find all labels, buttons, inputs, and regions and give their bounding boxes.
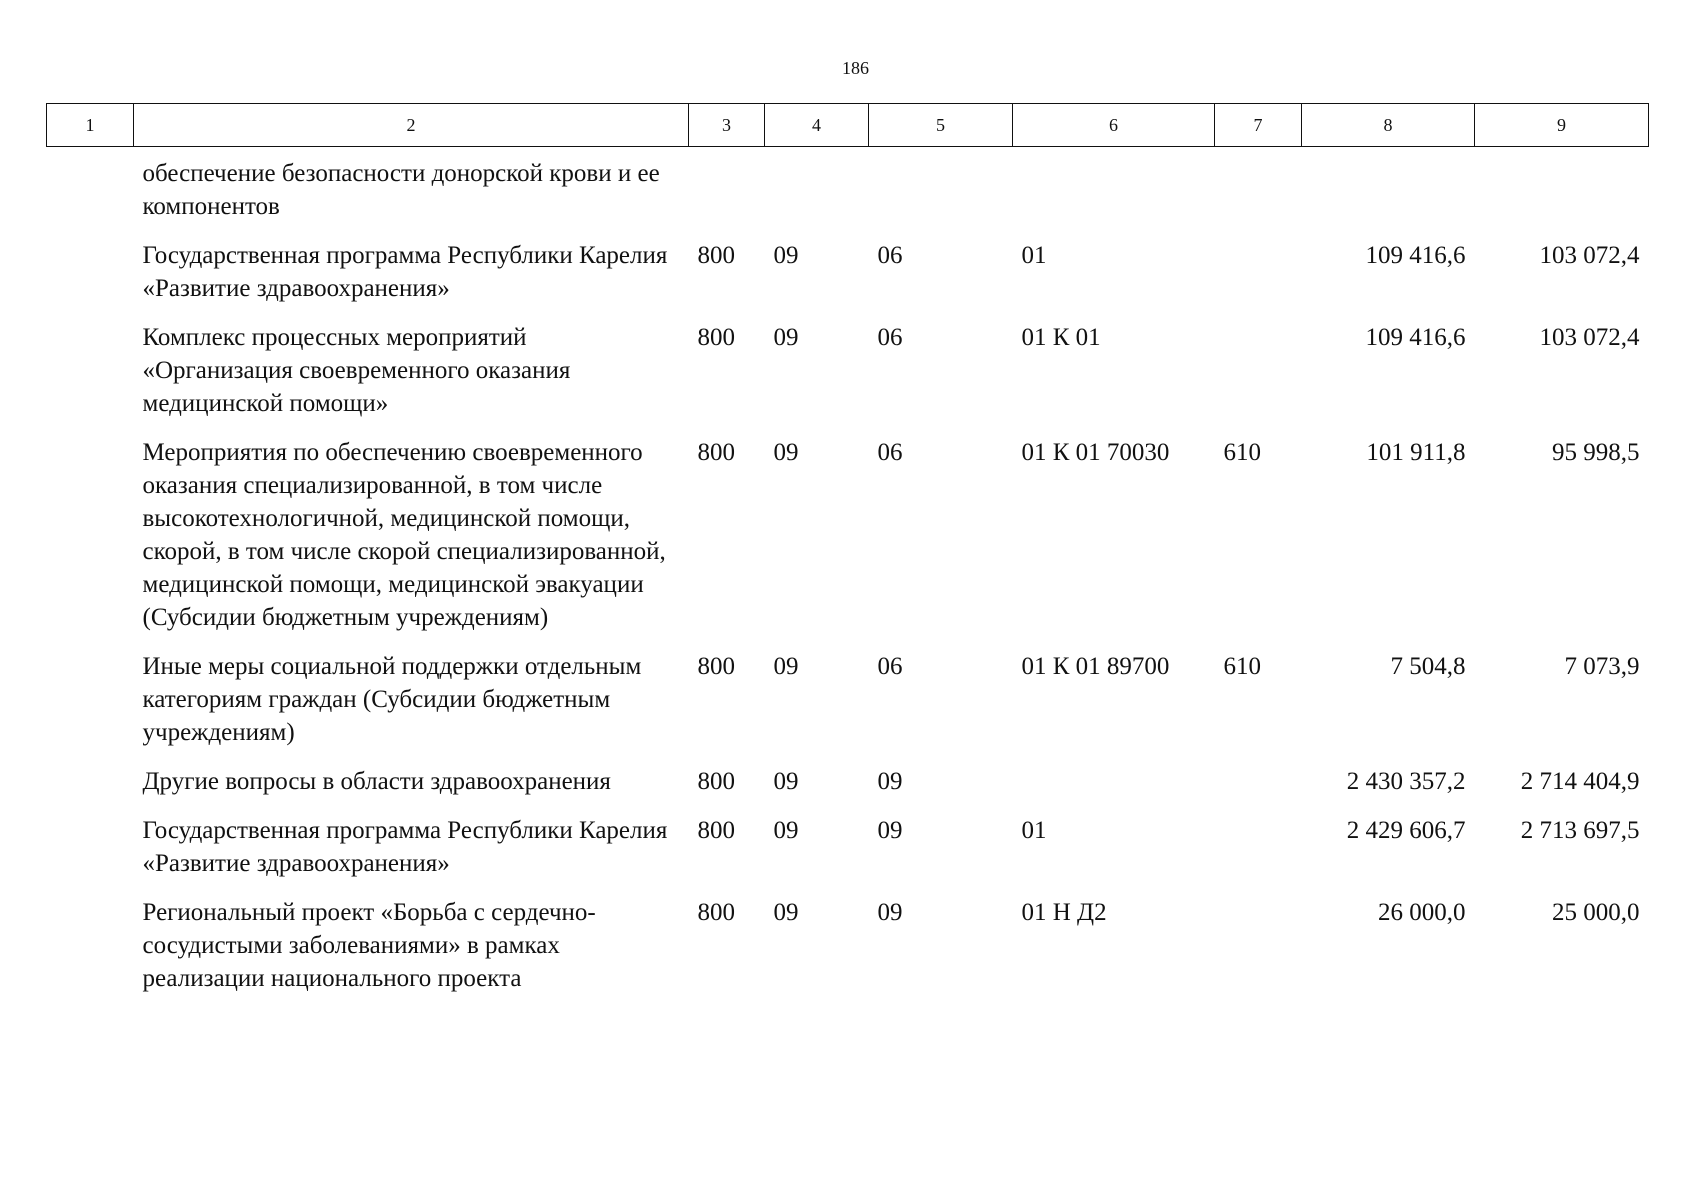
cell-section <box>765 147 869 240</box>
cell-subsection: 09 <box>877 899 903 926</box>
column-header-2: 2 <box>134 104 689 147</box>
cell-target-article: 01 К 01 70030 <box>1021 439 1170 466</box>
cell-expense-type <box>1215 765 1302 814</box>
table-row <box>47 896 1649 1011</box>
table-row <box>47 765 1649 814</box>
cell-expense-type <box>1215 814 1302 896</box>
cell-col-1 <box>47 814 134 896</box>
cell-col-1 <box>47 321 134 436</box>
cell-name: Государственная программа Республики Карелия «Развитие здравоохранения» <box>142 817 668 877</box>
cell-col-1 <box>47 239 134 321</box>
column-header-1: 1 <box>47 104 134 147</box>
cell-ministry-code: 800 <box>697 817 735 844</box>
cell-subsection: 06 <box>877 242 903 269</box>
table-row <box>47 436 1649 650</box>
cell-amount-year-2: 103 072,4 <box>1539 324 1640 351</box>
column-header-3: 3 <box>689 104 765 147</box>
cell-amount-year-1: 2 430 357,2 <box>1346 768 1466 795</box>
cell-target-article: 01 К 01 <box>1021 324 1101 351</box>
cell-amount-year-1 <box>1302 147 1475 240</box>
cell-target-article: 01 К 01 89700 <box>1021 653 1170 680</box>
cell-amount-year-1: 109 416,6 <box>1365 242 1466 269</box>
table-header <box>47 104 1649 147</box>
cell-expense-type <box>1215 239 1302 321</box>
cell-target-article: 01 <box>1021 817 1047 844</box>
column-header-6: 6 <box>1013 104 1215 147</box>
column-header-9: 9 <box>1475 104 1649 147</box>
cell-expense-type: 610 <box>1223 439 1261 466</box>
cell-amount-year-2: 103 072,4 <box>1539 242 1640 269</box>
cell-section: 09 <box>773 242 799 269</box>
cell-section: 09 <box>773 899 799 926</box>
cell-ministry-code: 800 <box>697 768 735 795</box>
cell-section: 09 <box>773 653 799 680</box>
column-header-5: 5 <box>869 104 1013 147</box>
cell-col-1 <box>47 436 134 650</box>
cell-ministry-code: 800 <box>697 653 735 680</box>
cell-name: Другие вопросы в области здравоохранения <box>142 768 611 795</box>
cell-amount-year-2: 2 714 404,9 <box>1520 768 1640 795</box>
cell-amount-year-2 <box>1475 147 1649 240</box>
cell-col-1 <box>47 896 134 1011</box>
column-header-4: 4 <box>765 104 869 147</box>
table-row <box>47 650 1649 765</box>
cell-section: 09 <box>773 817 799 844</box>
cell-target-article <box>1013 147 1215 240</box>
cell-col-1 <box>47 650 134 765</box>
cell-name: Государственная программа Республики Карелия «Развитие здравоохранения» <box>142 242 668 302</box>
cell-amount-year-1: 26 000,0 <box>1378 899 1466 926</box>
cell-subsection: 09 <box>877 768 903 795</box>
cell-ministry-code: 800 <box>697 242 735 269</box>
cell-subsection: 06 <box>877 324 903 351</box>
table-row <box>47 147 1649 240</box>
cell-subsection: 06 <box>877 439 903 466</box>
cell-name: Мероприятия по обеспечению своевременного оказания специализированной, в том числе высокотехнологичной, медицинской помощи, скорой, в том числе скорой специализированной, медицинской помощи, медицинской эвакуации (Субсидии бюджетным учреждениям) <box>142 439 666 631</box>
cell-target-article: 01 <box>1021 242 1047 269</box>
cell-name: обеспечение безопасности донорской крови и ее компонентов <box>142 160 660 220</box>
header-row <box>47 104 1649 147</box>
cell-amount-year-1: 7 504,8 <box>1390 653 1466 680</box>
cell-amount-year-2: 2 713 697,5 <box>1520 817 1640 844</box>
cell-ministry-code: 800 <box>697 899 735 926</box>
budget-table <box>46 103 1649 1011</box>
cell-expense-type <box>1215 321 1302 436</box>
cell-subsection <box>869 147 1013 240</box>
column-header-8: 8 <box>1302 104 1475 147</box>
cell-expense-type <box>1215 896 1302 1011</box>
cell-name: Комплекс процессных мероприятий «Организация своевременного оказания медицинской помощи» <box>142 324 571 417</box>
cell-expense-type: 610 <box>1223 653 1261 680</box>
cell-ministry-code <box>689 147 765 240</box>
column-header-7: 7 <box>1215 104 1302 147</box>
cell-amount-year-2: 25 000,0 <box>1552 899 1640 926</box>
table-body <box>47 147 1649 1012</box>
cell-section: 09 <box>773 439 799 466</box>
cell-amount-year-2: 95 998,5 <box>1552 439 1640 466</box>
cell-col-1 <box>47 765 134 814</box>
cell-amount-year-2: 7 073,9 <box>1564 653 1640 680</box>
cell-ministry-code: 800 <box>697 324 735 351</box>
cell-amount-year-1: 109 416,6 <box>1365 324 1466 351</box>
cell-section: 09 <box>773 768 799 795</box>
table-row <box>47 814 1649 896</box>
page-number: 186 <box>842 58 869 78</box>
table-row <box>47 321 1649 436</box>
cell-ministry-code: 800 <box>697 439 735 466</box>
cell-name: Региональный проект «Борьба с сердечно-сосудистыми заболеваниями» в рамках реализации национального проекта <box>142 899 596 992</box>
cell-amount-year-1: 2 429 606,7 <box>1346 817 1466 844</box>
table-row <box>47 239 1649 321</box>
cell-section: 09 <box>773 324 799 351</box>
cell-subsection: 06 <box>877 653 903 680</box>
cell-expense-type <box>1215 147 1302 240</box>
cell-name: Иные меры социальной поддержки отдельным категориям граждан (Субсидии бюджетным учреждениям) <box>142 653 642 746</box>
cell-subsection: 09 <box>877 817 903 844</box>
cell-col-1 <box>47 147 134 240</box>
cell-target-article: 01 Н Д2 <box>1021 899 1107 926</box>
cell-target-article <box>1013 765 1215 814</box>
cell-amount-year-1: 101 911,8 <box>1366 439 1466 466</box>
